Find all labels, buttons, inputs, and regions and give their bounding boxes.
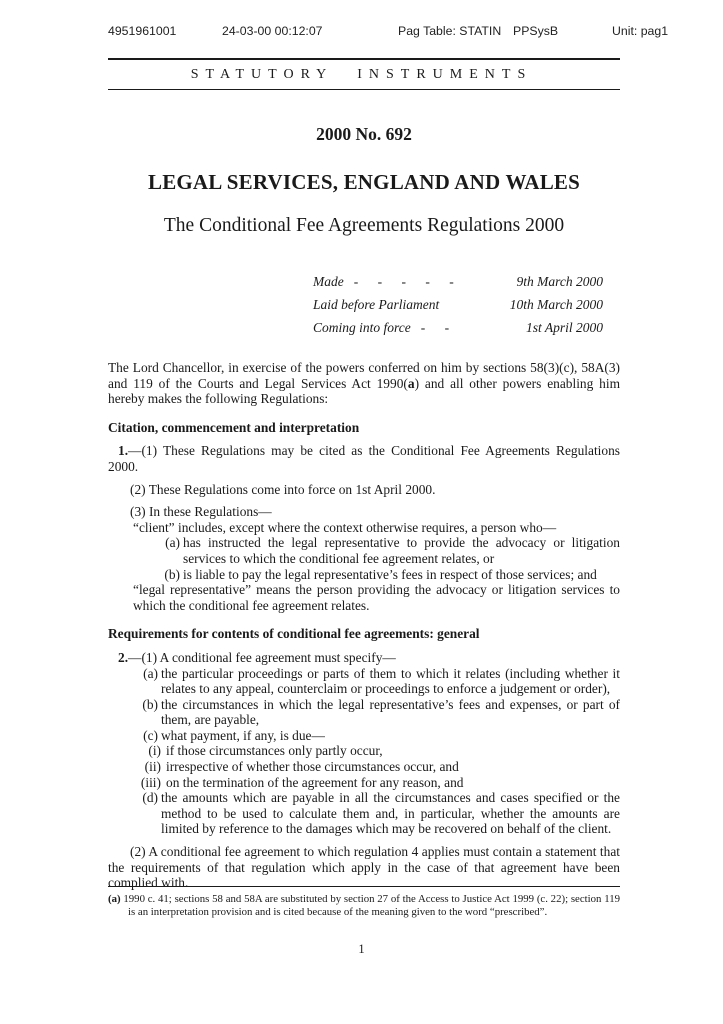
preamble-before-ref: The Lord Chancellor, in exercise of the powers conferred on him by sections 58(3)(c), 58A(3) and 119 of the Courts and Legal Services Act 1990( <box>108 360 620 391</box>
header-timestamp: 24-03-00 00:12:07 <box>222 24 323 38</box>
list-item <box>108 535 620 566</box>
item-marker: (b) <box>142 696 158 712</box>
subitem-marker: (i) <box>148 743 161 759</box>
item-marker: (a) <box>165 535 180 551</box>
item-text: is liable to pay the legal representative’s fees in respect of those services; and <box>183 566 597 582</box>
item-marker: (c) <box>143 727 158 743</box>
item-text: what payment, if any, is due— <box>161 727 325 743</box>
definition-legal-representative: “legal representative” means the person providing the advocacy or litigation services to which the conditional fee agreement relates. <box>133 582 620 613</box>
header-pag-table: Pag Table: STATIN <box>398 24 502 38</box>
para-text: —(1) A conditional fee agreement must specify— <box>128 649 396 665</box>
list-item <box>108 790 620 837</box>
subitem-text: if those circumstances only partly occur, <box>166 743 383 759</box>
date-dashes: - - - - - <box>353 274 454 289</box>
list-item <box>108 666 620 697</box>
si-title: The Conditional Fee Agreements Regulations 2000 <box>163 215 565 236</box>
date-row <box>313 293 603 316</box>
list-item <box>108 697 620 728</box>
preamble-after-ref: ) and all other powers enabling him hereby makes the following Regulations: <box>108 375 620 407</box>
item-marker: (d) <box>142 790 158 806</box>
item-text: the particular proceedings or parts of them to which it relates (including whether it relates to any appeal, counterclaim or proceedings to enforce a judgement or order), <box>161 665 620 697</box>
preamble-footnote-ref: a <box>407 375 415 391</box>
regulation-number: 2. <box>118 649 129 665</box>
regulation1-heading: Citation, commencement and interpretation <box>108 419 360 435</box>
item-text: has instructed the legal representative to provide the advocacy or litigation services to which the conditional fee agreement relates, or <box>183 535 620 566</box>
regulation2-heading: Requirements for contents of conditional fee agreements: general <box>108 626 480 642</box>
sub-list-item <box>108 775 620 791</box>
regulation2-para2: (2) A conditional fee agreement to which regulation 4 applies must contain a statement that the requirements of that regulation which apply in the case of that agreement have been complied with. <box>108 844 620 891</box>
footnote <box>108 893 620 919</box>
list-item <box>108 567 620 583</box>
item-text: the circumstances in which the legal representative’s fees and expenses, or part of them, are payable, <box>161 696 620 728</box>
date-value: 10th March 2000 <box>509 297 603 312</box>
header-system: PPSysB <box>513 24 559 38</box>
regulation1-para1 <box>108 443 620 474</box>
regulation1-para2: (2) These Regulations come into force on 1st April 2000. <box>130 481 436 497</box>
header-unit: Unit: pag1 <box>612 24 669 38</box>
footnote-marker: (a) <box>108 893 121 905</box>
subitem-marker: (iii) <box>140 774 161 790</box>
enactment-dates <box>313 270 603 339</box>
date-label: Made <box>313 274 344 289</box>
date-label: Coming into force <box>313 320 411 335</box>
page-number: 1 <box>358 942 365 956</box>
footnote-line <box>108 893 620 919</box>
date-dashes: - - <box>420 320 450 335</box>
document-content <box>108 124 620 891</box>
definition-client: “client” includes, except where the context otherwise requires, a person who— <box>133 519 557 535</box>
sub-list-item <box>108 743 620 759</box>
header-doc-id: 4951961001 <box>108 24 177 38</box>
date-value: 1st April 2000 <box>525 320 603 335</box>
footnote-rule <box>108 886 620 887</box>
footnote-text: 1990 c. 41; sections 58 and 58A are substituted by section 27 of the Access to Justice Act 1999 (c. 22); section 119 is an interpretation provision and is cited because of the meaning given to the word “prescribed”. <box>120 893 620 918</box>
para-text: —(1) These Regulations may be cited as the Conditional Fee Agreements Regulations 2000. <box>108 443 620 474</box>
statutory-instruments-banner: STATUTORY INSTRUMENTS <box>190 67 533 82</box>
si-category: LEGAL SERVICES, ENGLAND AND WALES <box>147 170 580 194</box>
subitem-text: on the termination of the agreement for any reason, and <box>166 774 464 790</box>
item-marker: (a) <box>143 665 158 681</box>
list-item <box>108 728 620 744</box>
regulation2-para1 <box>108 650 620 666</box>
subitem-marker: (ii) <box>144 759 161 775</box>
date-row <box>313 316 603 339</box>
preamble-paragraph <box>108 360 620 407</box>
si-number: 2000 No. 692 <box>316 124 412 144</box>
regulation1-para3: (3) In these Regulations— <box>130 504 272 520</box>
scan-header <box>0 24 723 38</box>
banner-bottom-rule <box>108 89 620 90</box>
date-value: 9th March 2000 <box>516 274 603 289</box>
item-marker: (b) <box>164 566 180 582</box>
body-text <box>108 360 620 891</box>
regulation-number: 1. <box>118 443 129 459</box>
date-label: Laid before Parliament <box>313 297 440 312</box>
subitem-text: irrespective of whether those circumstances occur, and <box>166 759 459 775</box>
item-text: the amounts which are payable in all the circumstances and cases specified or the method to be used to calculate them and, in particular, whether the amounts are limited by reference to the damages which may be recovered on behalf of the client. <box>161 790 620 837</box>
sub-list-item <box>108 759 620 775</box>
date-row <box>313 270 603 293</box>
